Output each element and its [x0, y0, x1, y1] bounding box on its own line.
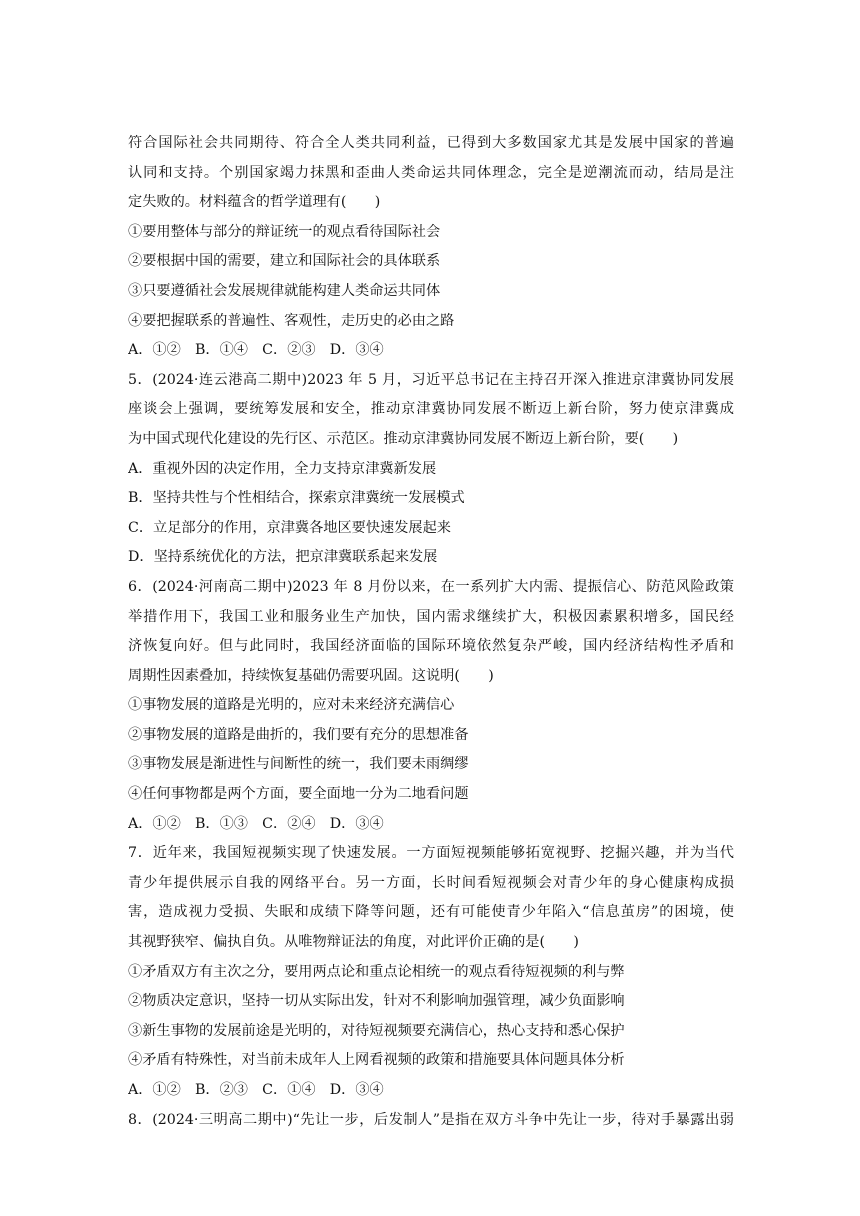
text-line: 座谈会上强调，要统筹发展和安全，推动京津冀协同发展不断迈上新台阶，努力使京津冀成	[128, 401, 734, 418]
text-line: ①要用整体与部分的辩证统一的观点看待国际社会	[128, 223, 441, 240]
text-line: ②物质决定意识，坚持一切从实际出发，针对不利影响加强管理，减少负面影响	[128, 993, 625, 1010]
text-line: ③新生事物的发展前途是光明的，对待短视频要充满信心，热心支持和悉心保护	[128, 1022, 625, 1039]
text-line: 6．(2024·河南高二期中)2023 年 8 月份以来，在一系列扩大内需、提振信心、防范风险政策	[128, 578, 734, 595]
text-line: A．①② B．①③ C．②④ D．③④	[128, 815, 384, 832]
text-line: 其视野狭窄、偏执自负。从唯物辩证法的角度，对此评价正确的是( )	[128, 934, 579, 951]
text-line: ③只要遵循社会发展规律就能构建人类命运共同体	[128, 282, 441, 299]
text-line: 7．近年来，我国短视频实现了快速发展。一方面短视频能够拓宽视野、挖掘兴趣，并为当代	[128, 845, 734, 862]
text-line: A．重视外因的决定作用，全力支持京津冀新发展	[128, 460, 437, 477]
text-line: 举措作用下，我国工业和服务业生产加快，国内需求继续扩大，积极因素累积增多，国民经	[128, 608, 734, 625]
text-line: 8．(2024·三明高二期中)“先让一步，后发制人”是指在双方斗争中先让一步，待对手暴露出弱	[128, 1111, 734, 1128]
text-line: ①事物发展的道路是光明的，应对未来经济充满信心	[128, 697, 455, 714]
text-line: ④矛盾有特殊性，对当前未成年人上网看视频的政策和措施要具体问题具体分析	[128, 1052, 625, 1069]
text-line: ①矛盾双方有主次之分，要用两点论和重点论相统一的观点看待短视频的利与弊	[128, 963, 625, 980]
text-line: 青少年提供展示自我的网络平台。另一方面，长时间看短视频会对青少年的身心健康构成损	[128, 874, 734, 891]
text-line: D．坚持系统优化的方法，把京津冀联系起来发展	[128, 549, 438, 566]
text-line: A．①② B．②③ C．①④ D．③④	[128, 1082, 384, 1098]
text-line: 为中国式现代化建设的先行区、示范区。推动京津冀协同发展不断迈上新台阶，要( )	[128, 430, 679, 447]
text-line: 周期性因素叠加，持续恢复基础仍需要巩固。这说明( )	[128, 667, 494, 684]
text-line: ③事物发展是渐进性与间断性的统一，我们要未雨绸缪	[128, 756, 469, 773]
text-line: B．坚持共性与个性相结合，探索京津冀统一发展模式	[128, 490, 465, 507]
text-line: 定失败的。材料蕴含的哲学道理有( )	[128, 194, 381, 211]
text-line: A．①② B．①④ C．②③ D．③④	[128, 342, 384, 359]
text-line: 认同和支持。个别国家竭力抹黑和歪曲人类命运共同体理念，完全是逆潮流而动，结局是注	[128, 164, 734, 181]
text-line: 害，造成视力受损、失眠和成绩下降等问题，还有可能使青少年陷入“信息茧房”的困境，使	[128, 904, 734, 921]
text-line: ④要把握联系的普遍性、客观性，走历史的必由之路	[128, 312, 455, 329]
text-line: C．立足部分的作用，京津冀各地区要快速发展起来	[128, 519, 451, 536]
text-line: ②事物发展的道路是曲折的，我们要有充分的思想准备	[128, 726, 469, 743]
text-line: 符合国际社会共同期待、符合全人类共同利益，已得到大多数国家尤其是发展中国家的普遍	[128, 135, 734, 151]
text-line: 济恢复向好。但与此同时，我国经济面临的国际环境依然复杂严峻，国内经济结构性矛盾和	[128, 638, 734, 655]
text-line: 5．(2024·连云港高二期中)2023 年 5 月，习近平总书记在主持召开深入推进京津冀协同发展	[128, 371, 734, 388]
text-line: ②要根据中国的需要，建立和国际社会的具体联系	[128, 253, 441, 270]
document-body	[128, 129, 734, 1135]
text-line: ④任何事物都是两个方面，要全面地一分为二地看问题	[128, 786, 469, 803]
